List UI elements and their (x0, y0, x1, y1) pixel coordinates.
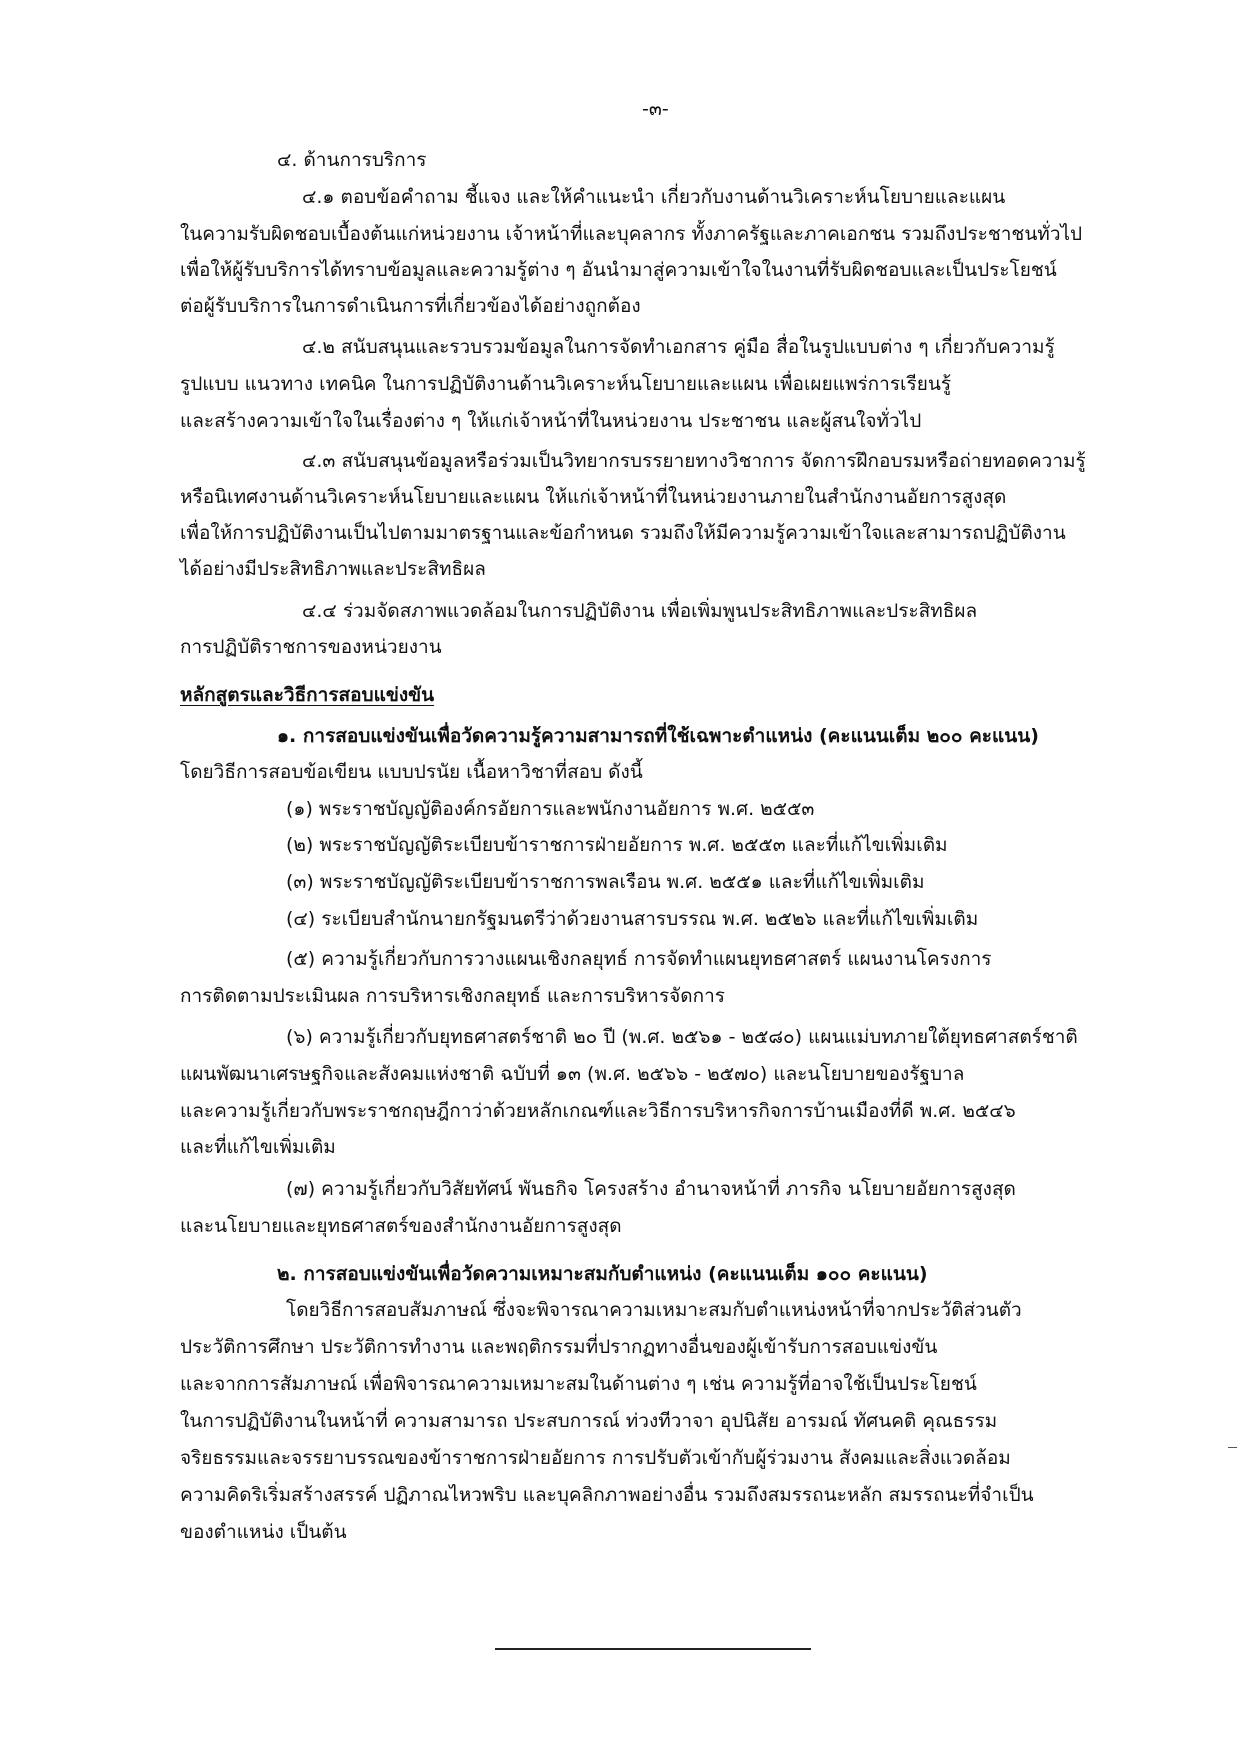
paragraph-line: และสร้างความเข้าใจในเรื่องต่าง ๆ ให้แก่เจ้าหน้าที่ในหน่วยงาน ประชาชน และผู้สนใจทั่วไป (180, 410, 922, 432)
page-number: -๓- (642, 98, 669, 120)
exam-subject: (๔) ระเบียบสำนักนายกรัฐมนตรีว่าด้วยงานสารบรรณ พ.ศ. ๒๕๒๖ และที่แก้ไขเพิ่มเติม (286, 908, 979, 930)
paragraph-line: การปฏิบัติราชการของหน่วยงาน (180, 636, 442, 658)
paragraph-line: ได้อย่างมีประสิทธิภาพและประสิทธิผล (180, 558, 486, 580)
exam-subject: (๓) พระราชบัญญัติระเบียบข้าราชการพลเรือน พ.ศ. ๒๕๕๑ และที่แก้ไขเพิ่มเติม (286, 871, 925, 893)
paragraph-line: ๔.๒ สนับสนุนและรวบรวมข้อมูลในการจัดทำเอกสาร คู่มือ สื่อในรูปแบบต่าง ๆ เกี่ยวกับความรู้ (302, 336, 1055, 358)
paragraph-line: รูปแบบ แนวทาง เทคนิค ในการปฏิบัติงานด้านวิเคราะห์นโยบายและแผน เพื่อเผยแพร่การเรียนรู้ (180, 373, 952, 395)
paragraph-line: หรือนิเทศงานด้านวิเคราะห์นโยบายและแผน ให้แก่เจ้าหน้าที่ในหน่วยงานภายในสำนักงานอัยการสูงสุด (180, 486, 1007, 508)
exam-subject: (๕) ความรู้เกี่ยวกับการวางแผนเชิงกลยุทธ์ การจัดทำแผนยุทธศาสตร์ แผนงานโครงการ (286, 948, 992, 970)
paragraph-line: ต่อผู้รับบริการในการดำเนินการที่เกี่ยวข้องได้อย่างถูกต้อง (180, 295, 641, 317)
exam-subject: (๖) ความรู้เกี่ยวกับยุทธศาสตร์ชาติ ๒๐ ปี (พ.ศ. ๒๕๖๑ - ๒๕๘๐) แผนแม่บทภายใต้ยุทธศาสตร์ชาติ (286, 1026, 1078, 1048)
exam-subject: และความรู้เกี่ยวกับพระราชกฤษฎีกาว่าด้วยหลักเกณฑ์และวิธีการบริหารกิจการบ้านเมืองที่ดี พ.ศ. ๒๕๔๖ (180, 1100, 1016, 1122)
paragraph-line: ความคิดริเริ่มสร้างสรรค์ ปฏิภาณไหวพริบ และบุคลิกภาพอย่างอื่น รวมถึงสมรรถนะหลัก สมรรถนะที่จำเป็น (180, 1484, 1034, 1506)
paragraph-line: และจากการสัมภาษณ์ เพื่อพิจารณาความเหมาะสมในด้านต่าง ๆ เช่น ความรู้ที่อาจใช้เป็นประโยชน์ (180, 1373, 977, 1395)
paragraph-line: ประวัติการศึกษา ประวัติการทำงาน และพฤติกรรมที่ปรากฏทางอื่นของผู้เข้ารับการสอบแข่งขัน (180, 1336, 938, 1358)
paragraph-line: เพื่อให้การปฏิบัติงานเป็นไปตามมาตรฐานและข้อกำหนด รวมถึงให้มีความรู้ความเข้าใจและสามารถปฏิบัติงาน (180, 522, 1066, 544)
exam-subject: แผนพัฒนาเศรษฐกิจและสังคมแห่งชาติ ฉบับที่ ๑๓ (พ.ศ. ๒๕๖๖ - ๒๕๗๐) และนโยบายของรัฐบาล (180, 1063, 965, 1085)
paragraph-line: ในการปฏิบัติงานในหน้าที่ ความสามารถ ประสบการณ์ ท่วงทีวาจา อุปนิสัย อารมณ์ ทัศนคติ คุณธรรม (180, 1410, 998, 1432)
end-divider (495, 1648, 811, 1650)
paragraph-line: โดยวิธีการสอบสัมภาษณ์ ซึ่งจะพิจารณาความเหมาะสมกับตำแหน่งหน้าที่จากประวัติส่วนตัว (286, 1299, 1022, 1321)
curriculum-heading: หลักสูตรและวิธีการสอบแข่งขัน (180, 684, 435, 706)
section-heading: ๔. ด้านการบริการ (277, 149, 427, 171)
paragraph-line: ในความรับผิดชอบเบื้องต้นแก่หน่วยงาน เจ้าหน้าที่และบุคลากร ทั้งภาครัฐและภาคเอกชน รวมถึงประชาชนทั่วไป (180, 223, 1083, 245)
exam-subject: (๑) พระราชบัญญัติองค์กรอัยการและพนักงานอัยการ พ.ศ. ๒๕๕๓ (286, 798, 815, 820)
exam-subject: และนโยบายและยุทธศาสตร์ของสำนักงานอัยการสูงสุด (180, 1215, 622, 1237)
exam-subject: (๒) พระราชบัญญัติระเบียบข้าราชการฝ่ายอัยการ พ.ศ. ๒๕๕๓ และที่แก้ไขเพิ่มเติม (286, 834, 948, 856)
paragraph-line: ๔.๓ สนับสนุนข้อมูลหรือร่วมเป็นวิทยากรบรรยายทางวิชาการ จัดการฝึกอบรมหรือถ่ายทอดความรู้ (302, 450, 1086, 472)
exam-subject: (๗) ความรู้เกี่ยวกับวิสัยทัศน์ พันธกิจ โครงสร้าง อำนาจหน้าที่ ภารกิจ นโยบายอัยการสูงสุด (286, 1178, 1016, 1200)
exam-subject: การติดตามประเมินผล การบริหารเชิงกลยุทธ์ และการบริหารจัดการ (180, 985, 726, 1007)
exam-subject: และที่แก้ไขเพิ่มเติม (180, 1136, 336, 1158)
part2-title: ๒. การสอบแข่งขันเพื่อวัดความเหมาะสมกับตำแหน่ง (คะแนนเต็ม ๑๐๐ คะแนน) (277, 1263, 928, 1285)
paragraph-line: เพื่อให้ผู้รับบริการได้ทราบข้อมูลและความรู้ต่าง ๆ อันนำมาสู่ความเข้าใจในงานที่รับผิดชอบและเป็นประโยชน์ (180, 259, 1057, 281)
paragraph-line: ๔.๔ ร่วมจัดสภาพแวดล้อมในการปฏิบัติงาน เพื่อเพิ่มพูนประสิทธิภาพและประสิทธิผล (302, 600, 978, 622)
scan-mark (1228, 1447, 1237, 1448)
paragraph-line: จริยธรรมและจรรยาบรรณของข้าราชการฝ่ายอัยการ การปรับตัวเข้ากับผู้ร่วมงาน สังคมและสิ่งแวดล้อม (180, 1447, 1011, 1469)
part1-title: ๑. การสอบแข่งขันเพื่อวัดความรู้ความสามารถที่ใช้เฉพาะตำแหน่ง (คะแนนเต็ม ๒๐๐ คะแนน) (277, 725, 1039, 747)
part1-intro: โดยวิธีการสอบข้อเขียน แบบปรนัย เนื้อหาวิชาที่สอบ ดังนี้ (180, 761, 643, 783)
paragraph-line: ของตำแหน่ง เป็นต้น (180, 1521, 347, 1543)
paragraph-line: ๔.๑ ตอบข้อคำถาม ชี้แจง และให้คำแนะนำ เกี่ยวกับงานด้านวิเคราะห์นโยบายและแผน (302, 186, 1006, 208)
